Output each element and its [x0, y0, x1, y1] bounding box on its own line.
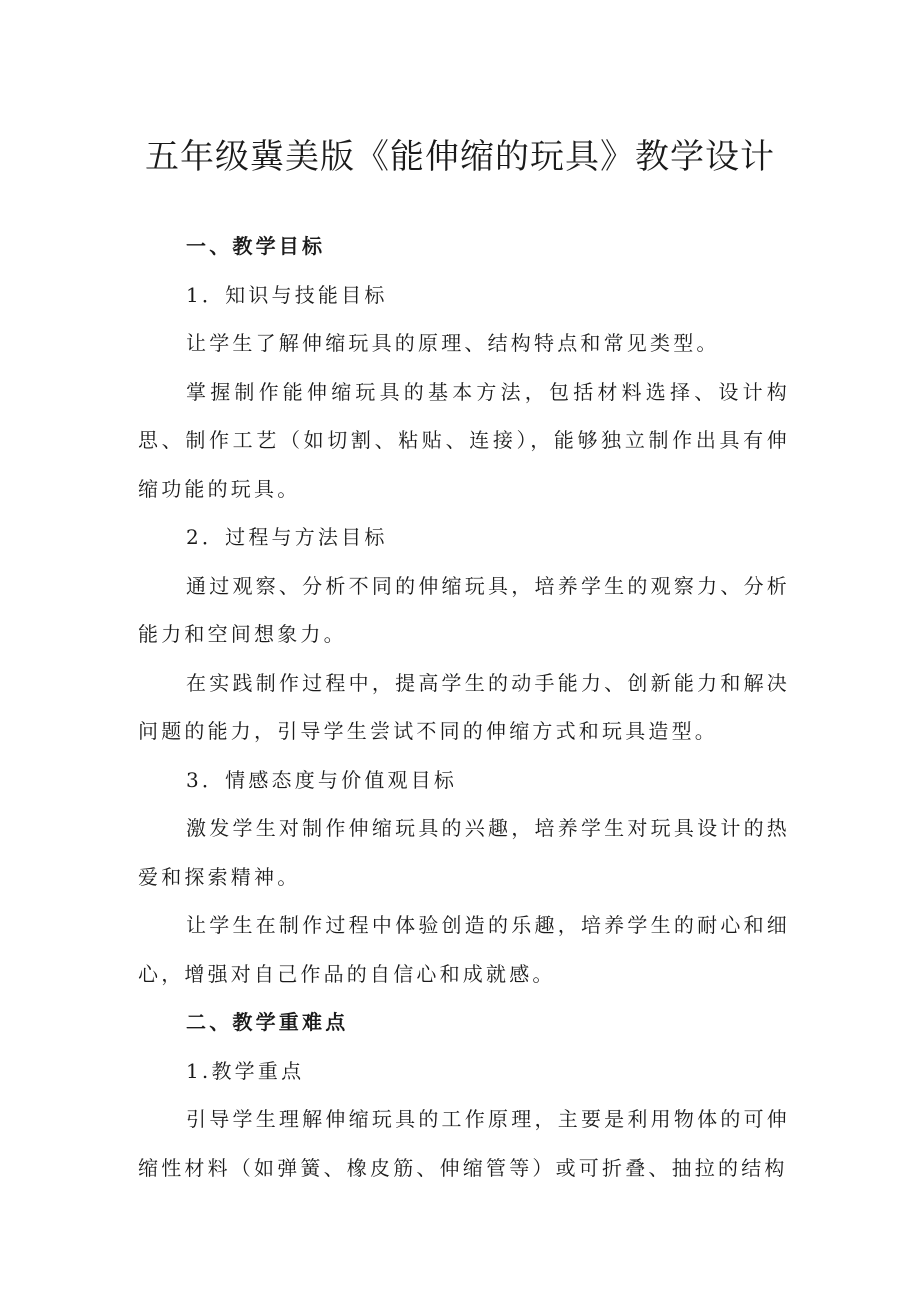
paragraph: 激发学生对制作伸缩玩具的兴趣，培养学生对玩具设计的热爱和探索精神。	[138, 816, 790, 889]
paragraph: 让学生在制作过程中体验创造的乐趣，培养学生的耐心和细心，增强对自己作品的自信心和成就感。	[138, 913, 790, 986]
document-title: 五年级冀美版《能伸缩的玩具》教学设计	[145, 137, 775, 177]
subheading-emotion-values: 3．情感态度与价值观目标	[186, 767, 458, 792]
section-heading-teaching-objectives: 一、教学目标	[186, 234, 326, 258]
subheading-knowledge-skills: 1．知识与技能目标	[186, 282, 388, 307]
paragraph: 在实践制作过程中，提高学生的动手能力、创新能力和解决问题的能力，引导学生尝试不同的伸缩方式和玩具造型。	[138, 670, 790, 743]
paragraph: 掌握制作能伸缩玩具的基本方法，包括材料选择、设计构思、制作工艺（如切割、粘贴、连接），能够独立制作出具有伸缩功能的玩具。	[138, 379, 790, 501]
subheading-process-methods: 2．过程与方法目标	[186, 525, 388, 549]
document-body	[138, 222, 790, 1192]
subheading-teaching-focus: 1.教学重点	[186, 1058, 305, 1083]
paragraph: 通过观察、分析不同的伸缩玩具，培养学生的观察力、分析能力和空间想象力。	[138, 573, 790, 646]
section-heading-key-difficulties: 二、教学重难点	[186, 1010, 349, 1034]
paragraph: 引导学生理解伸缩玩具的工作原理，主要是利用物体的可伸缩性材料（如弹簧、橡皮筋、伸缩管等）或可折叠、抽拉的结构	[138, 1107, 790, 1180]
paragraph: 让学生了解伸缩玩具的原理、结构特点和常见类型。	[186, 331, 720, 355]
